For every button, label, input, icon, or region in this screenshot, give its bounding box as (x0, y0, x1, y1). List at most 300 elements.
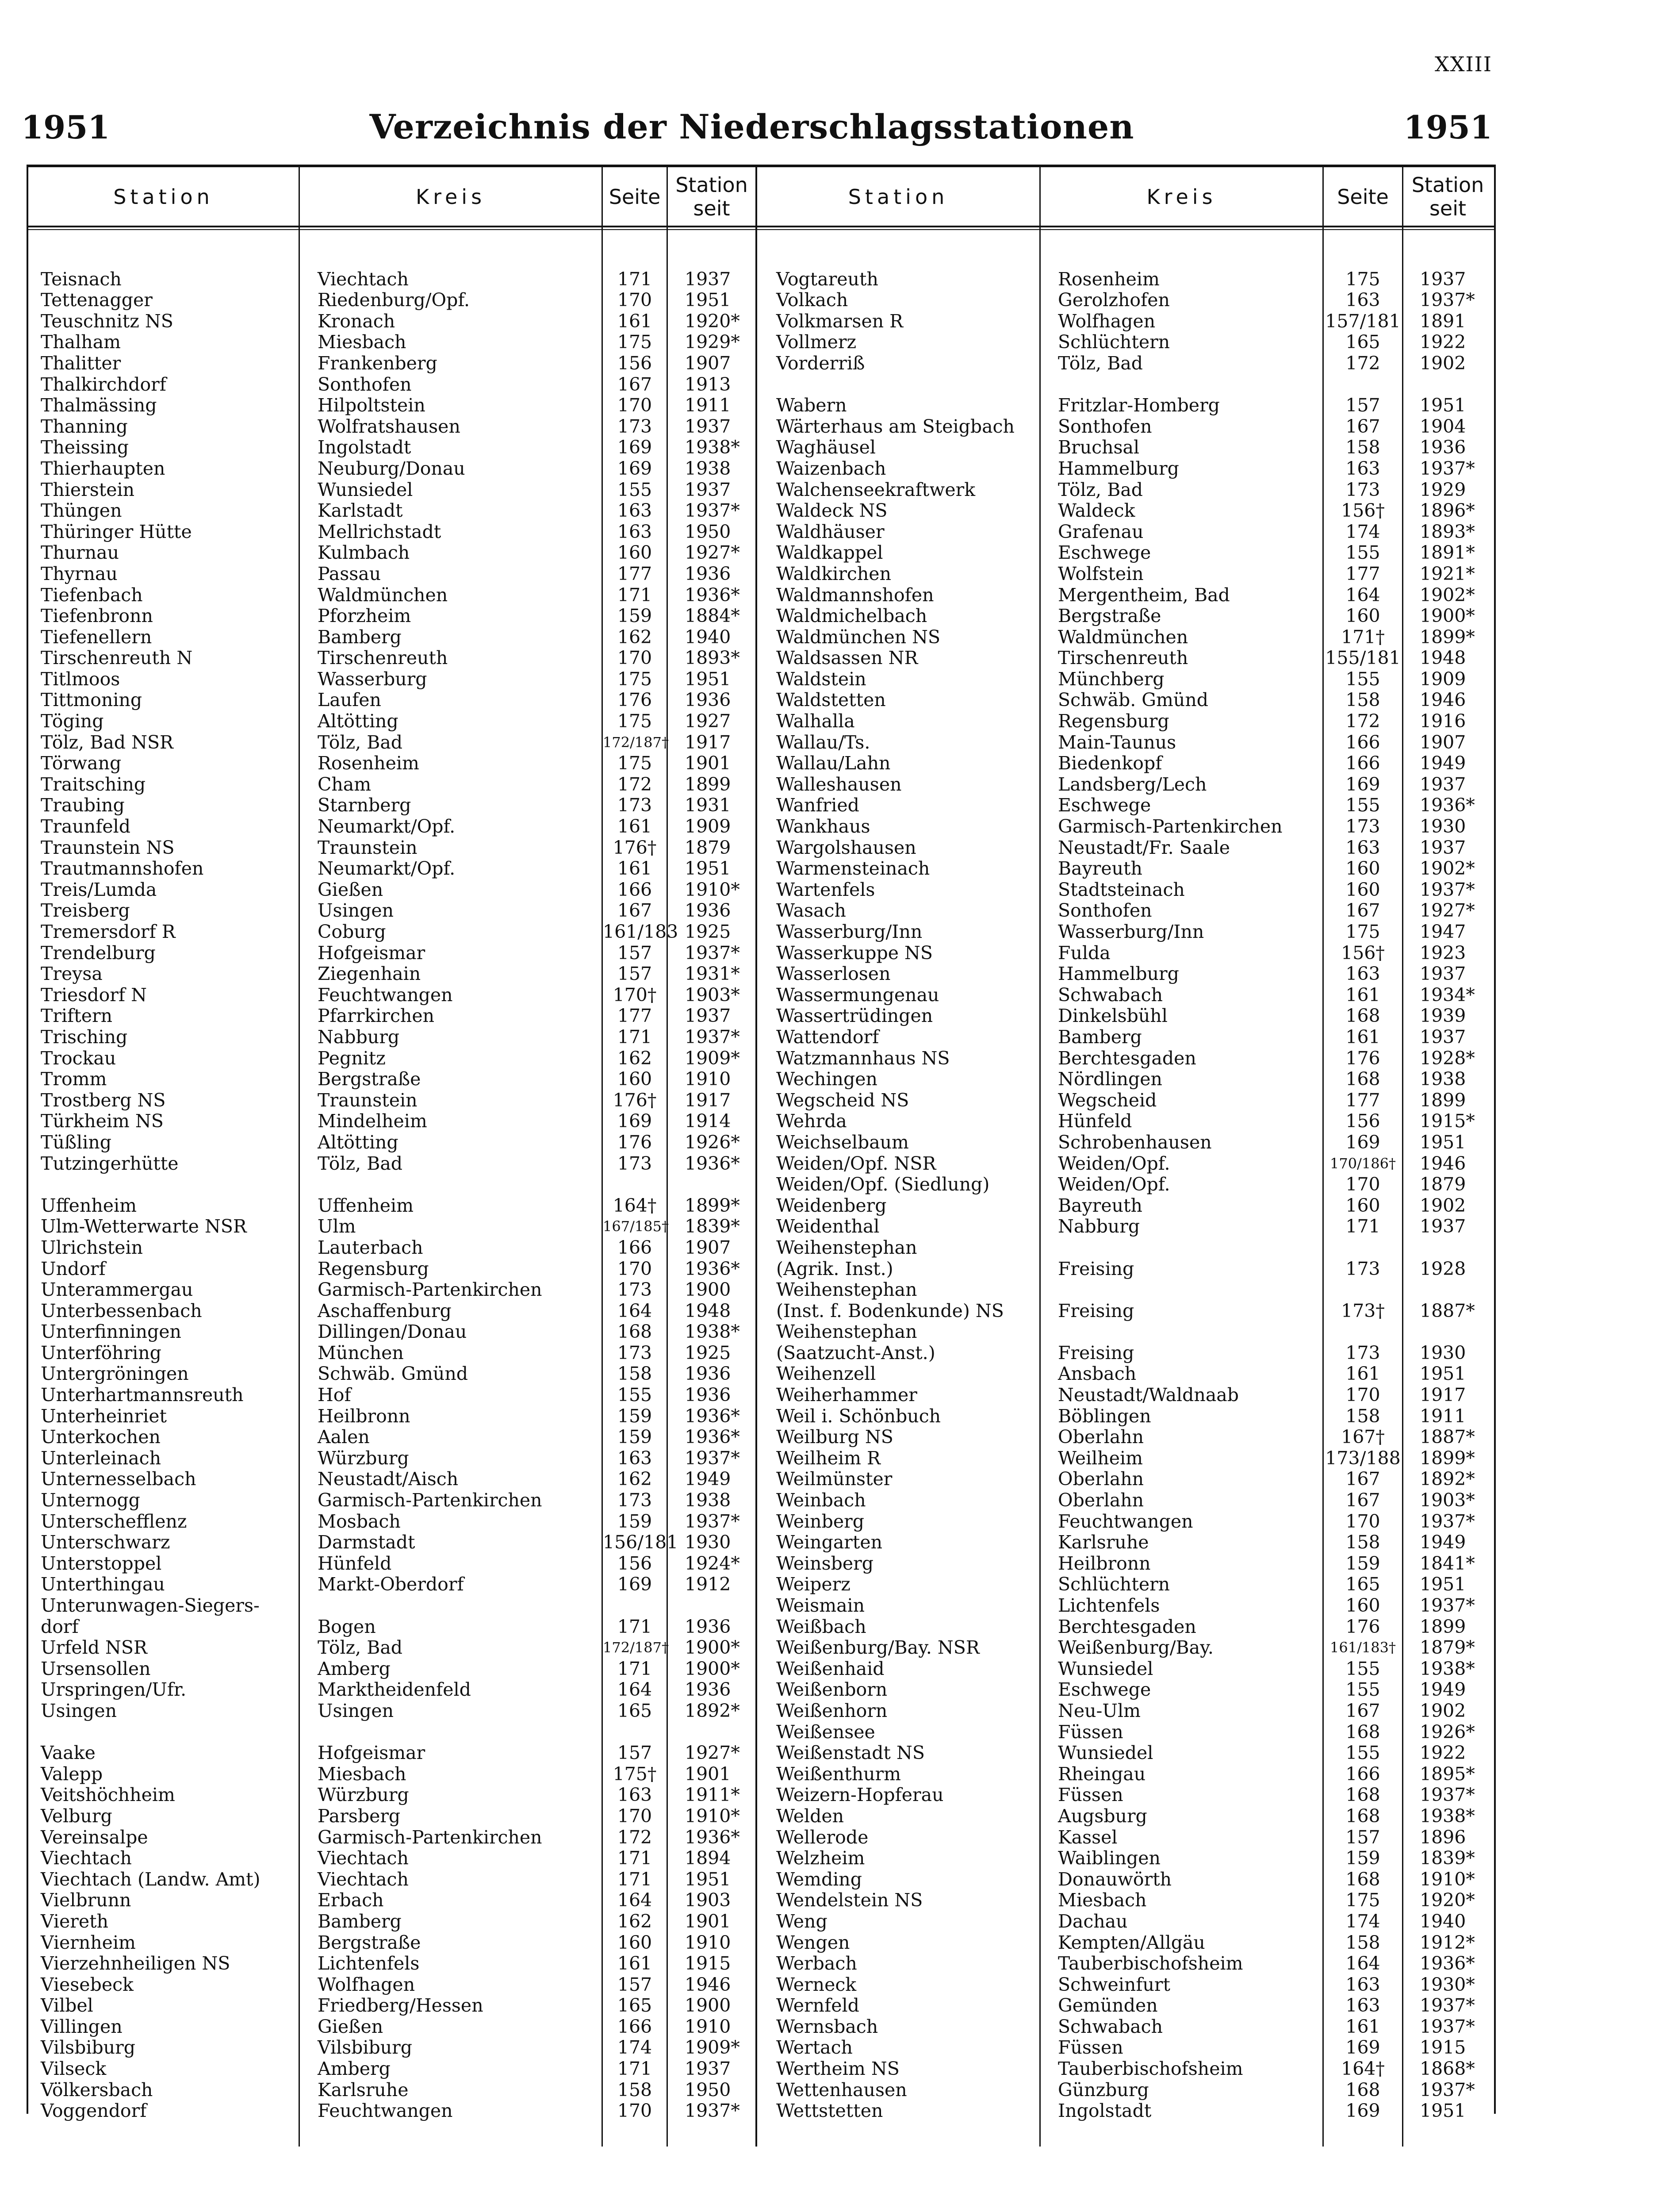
station-seit-year: 1936* (1420, 1953, 1475, 1974)
station-seit-year: 1893* (685, 647, 740, 669)
station-seit-year: 1907 (685, 1237, 731, 1258)
station-name: Werbach (776, 1953, 857, 1974)
kreis-name: Waldeck (1058, 500, 1135, 522)
station-seit-year: 1899 (685, 773, 731, 795)
page-title: Verzeichnis der Niederschlagsstationen (369, 107, 1134, 146)
station-seit-year: 1936* (685, 1405, 740, 1427)
station-seit-year: 1937 (1420, 963, 1466, 985)
seite-value: 170† (613, 984, 657, 1006)
station-name: Unterkochen (41, 1426, 161, 1448)
kreis-name: Tölz, Bad (318, 1637, 403, 1659)
station-name: Traunstein NS (41, 837, 175, 858)
station-name: Traunfeld (41, 816, 130, 837)
station-seit-year: 1904 (1420, 415, 1466, 437)
kreis-name: Heilbronn (318, 1405, 410, 1427)
seite-value: 170 (617, 289, 652, 311)
seite-value: 163 (617, 1784, 652, 1806)
kreis-name: Lichtenfels (1058, 1595, 1160, 1616)
seite-value: 160 (1345, 1194, 1380, 1216)
seite-value: 168 (1345, 1721, 1380, 1743)
station-seit-year: 1910* (685, 1805, 740, 1827)
kreis-name: Schwäb. Gmünd (1058, 689, 1208, 711)
station-seit-year: 1951 (1420, 1574, 1466, 1595)
seite-value: 172/187† (603, 1639, 669, 1656)
seite-value: 167 (617, 373, 652, 395)
seite-value: 161 (617, 858, 652, 879)
station-seit-year: 1923 (1420, 942, 1466, 964)
station-seit-year: 1899 (1420, 1616, 1466, 1637)
table-frame (27, 165, 1496, 2114)
station-seit-year: 1901 (685, 1910, 731, 1932)
kreis-name: Traunstein (318, 837, 418, 858)
station-seit-year: 1921* (1420, 563, 1475, 584)
kreis-name: Dinkelsbühl (1058, 1005, 1168, 1027)
kreis-name: Neu-Ulm (1058, 1700, 1141, 1721)
station-name: Wehrda (776, 1110, 847, 1132)
seite-value: 164† (1341, 2058, 1385, 2080)
seite-value: 161 (617, 310, 652, 332)
kreis-name: Feuchtwangen (1058, 1510, 1193, 1532)
kreis-name: Coburg (318, 921, 386, 942)
kreis-name: Schwabach (1058, 984, 1163, 1006)
station-name: Waldmannshofen (776, 584, 934, 606)
station-name: Veitshöchheim (41, 1784, 175, 1806)
station-seit-year: 1913 (685, 373, 731, 395)
station-name: Thalmässing (41, 395, 157, 416)
station-seit-year: 1903 (685, 1889, 731, 1911)
kreis-name: Neuburg/Donau (318, 457, 465, 479)
station-seit-year: 1879 (1420, 1174, 1466, 1195)
seite-value: 165 (1345, 331, 1380, 353)
station-name: Törwang (41, 753, 122, 774)
seite-value: 174 (1345, 1910, 1380, 1932)
kreis-name: Altötting (318, 1131, 398, 1153)
seite-value: 167/185† (603, 1218, 669, 1235)
station-seit-year: 1909 (1420, 668, 1466, 690)
station-seit-year: 1900* (685, 1637, 740, 1659)
seite-value: 173 (1345, 479, 1380, 500)
kreis-name: Füssen (1058, 1784, 1123, 1806)
seite-value: 175 (1345, 268, 1380, 290)
kreis-name: Eschwege (1058, 542, 1151, 564)
seite-value: 167 (1345, 900, 1380, 922)
kreis-name: Schwäb. Gmünd (318, 1363, 468, 1385)
station-name: Villingen (41, 2016, 123, 2037)
station-name: Tiefenbronn (41, 605, 153, 627)
kreis-name: Main-Taunus (1058, 731, 1176, 753)
kreis-name: Pforzheim (318, 605, 411, 627)
seite-value: 164† (613, 1194, 657, 1216)
kreis-name: Nördlingen (1058, 1068, 1162, 1090)
kreis-name: Frankenberg (318, 352, 437, 374)
seite-value: 157 (617, 1742, 652, 1764)
seite-value: 164 (617, 1300, 652, 1321)
station-seit-year: 1912 (685, 1574, 731, 1595)
seite-value: 160 (617, 1932, 652, 1953)
seite-value: 170 (1345, 1510, 1380, 1532)
seite-value: 156/181 (603, 1532, 678, 1553)
station-name: Waizenbach (776, 457, 886, 479)
station-name: Weißensee (776, 1721, 875, 1743)
station-name: Weizern-Hopferau (776, 1784, 944, 1806)
station-name: Tittmoning (41, 689, 142, 711)
kreis-name: Amberg (318, 1658, 391, 1679)
station-seit-year: 1937 (1420, 268, 1466, 290)
seite-value: 174 (1345, 521, 1380, 542)
station-name: (Saatzucht-Anst.) (776, 1342, 935, 1363)
seite-value: 159 (617, 1510, 652, 1532)
station-seit-year: 1951 (685, 289, 731, 311)
kreis-name: Waiblingen (1058, 1847, 1161, 1869)
kreis-name: Kulmbach (318, 542, 410, 564)
seite-value: 168 (1345, 1068, 1380, 1090)
station-name: Wargolshausen (776, 837, 916, 858)
seite-value: 175 (1345, 921, 1380, 942)
kreis-name: Wolfhagen (318, 1974, 415, 1995)
station-seit-year: 1928* (1420, 1047, 1475, 1069)
seite-value: 170 (617, 1805, 652, 1827)
seite-value: 168 (1345, 1005, 1380, 1027)
seite-value: 169 (617, 1574, 652, 1595)
kreis-name: Tölz, Bad (1058, 479, 1143, 500)
station-name: Unterschefflenz (41, 1510, 187, 1532)
kreis-name: Gießen (318, 879, 383, 900)
station-name: Unterheinriet (41, 1405, 167, 1427)
seite-value: 163 (1345, 289, 1380, 311)
header-station-seit-line1: Station (1411, 173, 1484, 197)
station-name: Viechtach (41, 1847, 132, 1869)
seite-value: 155/181 (1325, 647, 1401, 669)
kreis-name: Gerolzhofen (1058, 289, 1170, 311)
station-seit-year: 1938* (685, 1321, 740, 1343)
kreis-name: Hammelburg (1058, 963, 1179, 985)
station-name: Usingen (41, 1700, 117, 1721)
station-name: Waldkirchen (776, 563, 891, 584)
kreis-name: Hünfeld (318, 1552, 392, 1574)
kreis-name: Tölz, Bad (318, 1152, 403, 1174)
seite-value: 163 (1345, 1995, 1380, 2016)
kreis-name: Starnberg (318, 795, 411, 816)
station-name: (Inst. f. Bodenkunde) NS (776, 1300, 1004, 1321)
seite-value: 155 (1345, 1679, 1380, 1701)
station-name: Wartenfels (776, 879, 875, 900)
kreis-name: Füssen (1058, 1721, 1123, 1743)
station-name: Weißenstadt NS (776, 1742, 925, 1764)
seite-value: 158 (1345, 1532, 1380, 1553)
station-name: Traitsching (41, 773, 146, 795)
kreis-name: Tauberbischofsheim (1058, 1953, 1243, 1974)
seite-value: 175 (1345, 1889, 1380, 1911)
station-name: Trostberg NS (41, 1089, 166, 1111)
station-seit-year: 1946 (685, 1974, 731, 1995)
seite-value: 162 (617, 1047, 652, 1069)
seite-value: 172 (1345, 352, 1380, 374)
station-seit-year: 1901 (685, 753, 731, 774)
station-seit-year: 1938 (1420, 1068, 1466, 1090)
kreis-name: Bruchsal (1058, 437, 1140, 458)
kreis-name: Neustadt/Aisch (318, 1468, 459, 1490)
kreis-name: Garmisch-Partenkirchen (318, 1490, 542, 1511)
station-name: Treis/Lumda (41, 879, 157, 900)
seite-value: 156 (1345, 1110, 1380, 1132)
seite-value: 171 (617, 268, 652, 290)
station-name: Thalham (41, 331, 121, 353)
station-name: Weißbach (776, 1616, 866, 1637)
seite-value: 168 (617, 1321, 652, 1343)
kreis-name: Würzburg (318, 1784, 409, 1806)
station-seit-year: 1951 (685, 858, 731, 879)
header-station-seit (1403, 168, 1492, 226)
station-name: Weil i. Schönbuch (776, 1405, 941, 1427)
kreis-name: Eschwege (1058, 795, 1151, 816)
kreis-name: Ingolstadt (1058, 2100, 1152, 2122)
kreis-name: Mergentheim, Bad (1058, 584, 1230, 606)
station-seit-year: 1909 (685, 816, 731, 837)
kreis-name: Sonthofen (318, 373, 412, 395)
seite-value: 173† (1341, 1300, 1385, 1321)
station-name: Wernsbach (776, 2016, 878, 2037)
station-seit-year: 1937* (685, 500, 740, 522)
kreis-name: Lauterbach (318, 1237, 423, 1258)
kreis-name: Weiden/Opf. (1058, 1152, 1170, 1174)
station-seit-year: 1899* (685, 1194, 740, 1216)
seite-value: 173/188 (1325, 1447, 1401, 1469)
kreis-name: Hofgeismar (318, 942, 425, 964)
seite-value: 175† (613, 1763, 657, 1785)
station-seit-year: 1936 (685, 1679, 731, 1701)
station-seit-year: 1937 (685, 268, 731, 290)
station-name: Wemding (776, 1868, 862, 1890)
kreis-name: Regensburg (318, 1258, 429, 1279)
station-name: Werneck (776, 1974, 857, 1995)
station-seit-year: 1937* (685, 1447, 740, 1469)
station-name: Weiperz (776, 1574, 850, 1595)
station-seit-year: 1892* (1420, 1468, 1475, 1490)
station-seit-year: 1930* (1420, 1974, 1475, 1995)
station-name: Wegscheid NS (776, 1089, 909, 1111)
seite-value: 164 (1345, 1953, 1380, 1974)
seite-value: 159 (1345, 1552, 1380, 1574)
station-name: Unterföhring (41, 1342, 161, 1363)
station-name: Waldstetten (776, 689, 886, 711)
seite-value: 177 (1345, 563, 1380, 584)
station-seit-year: 1948 (1420, 647, 1466, 669)
station-seit-year: 1936 (1420, 437, 1466, 458)
seite-value: 173 (1345, 816, 1380, 837)
kreis-name: Günzburg (1058, 2079, 1149, 2101)
station-name: Vilseck (41, 2058, 107, 2080)
seite-value: 169 (617, 1110, 652, 1132)
kreis-name: Berchtesgaden (1058, 1616, 1196, 1637)
station-name: Weichselbaum (776, 1131, 909, 1153)
header-station: Station (848, 184, 949, 209)
kreis-name: Landsberg/Lech (1058, 773, 1207, 795)
kreis-name: Füssen (1058, 2037, 1123, 2058)
station-seit-year: 1910 (685, 1068, 731, 1090)
kreis-name: Usingen (318, 1700, 394, 1721)
station-seit-year: 1936* (685, 584, 740, 606)
station-seit-year: 1901 (685, 1763, 731, 1785)
station-name: Weingarten (776, 1532, 883, 1553)
station-name: Weidenberg (776, 1194, 887, 1216)
kreis-name: Marktheidenfeld (318, 1679, 471, 1701)
station-seit-year: 1931 (685, 795, 731, 816)
kreis-name: Bamberg (318, 626, 402, 648)
seite-value: 176 (617, 689, 652, 711)
station-seit-year: 1949 (1420, 1532, 1466, 1553)
kreis-name: Ansbach (1058, 1363, 1137, 1385)
station-name: Wettstetten (776, 2100, 883, 2122)
station-name: Thanning (41, 415, 128, 437)
kreis-name: Biedenkopf (1058, 753, 1162, 774)
station-seit-year: 1946 (1420, 1152, 1466, 1174)
station-name: Unterbessenbach (41, 1300, 202, 1321)
station-seit-year: 1951 (1420, 395, 1466, 416)
station-name: Thüringer Hütte (41, 521, 192, 542)
station-seit-year: 1949 (1420, 1679, 1466, 1701)
kreis-name: Usingen (318, 900, 394, 922)
station-seit-year: 1894 (685, 1847, 731, 1869)
seite-value: 169 (1345, 2100, 1380, 2122)
kreis-name: Augsburg (1058, 1805, 1147, 1827)
station-name: Thierstein (41, 479, 135, 500)
station-seit-year: 1947 (1420, 921, 1466, 942)
station-seit-year: 1940 (1420, 1910, 1466, 1932)
station-name: Unterunwagen-Siegers- (41, 1595, 260, 1616)
seite-value: 173 (1345, 1342, 1380, 1363)
seite-value: 176 (1345, 1047, 1380, 1069)
seite-value: 163 (617, 1447, 652, 1469)
seite-value: 172/187† (603, 733, 669, 751)
kreis-name: Oberlahn (1058, 1490, 1144, 1511)
kreis-name: Parsberg (318, 1805, 401, 1827)
station-seit-year: 1936 (685, 900, 731, 922)
kreis-name: Miesbach (1058, 1889, 1147, 1911)
station-name: Teisnach (41, 268, 122, 290)
kreis-name: Pegnitz (318, 1047, 386, 1069)
station-name: Triftern (41, 1005, 112, 1027)
seite-value: 163 (1345, 1974, 1380, 1995)
seite-value: 160 (1345, 605, 1380, 627)
seite-value: 170/186† (1330, 1155, 1396, 1172)
station-seit-year: 1936* (685, 1826, 740, 1848)
station-name: Vielbrunn (41, 1889, 131, 1911)
seite-value: 159 (617, 1426, 652, 1448)
column-divider (1402, 165, 1403, 2147)
seite-value: 174 (617, 2037, 652, 2058)
station-seit-year: 1946 (1420, 689, 1466, 711)
kreis-name: Münchberg (1058, 668, 1165, 690)
kreis-name: Nabburg (318, 1026, 400, 1048)
station-name: Waldmünchen NS (776, 626, 941, 648)
seite-value: 157 (1345, 395, 1380, 416)
station-name: Wechingen (776, 1068, 877, 1090)
station-name: Thalitter (41, 352, 121, 374)
seite-value: 170 (1345, 1174, 1380, 1195)
header-seite: Seite (1337, 184, 1389, 209)
seite-value: 155 (1345, 1742, 1380, 1764)
station-seit-year: 1936 (685, 563, 731, 584)
kreis-name: Würzburg (318, 1447, 409, 1469)
seite-value: 160 (1345, 858, 1380, 879)
seite-value: 171 (617, 2058, 652, 2080)
station-seit-year: 1893* (1420, 521, 1475, 542)
seite-value: 160 (1345, 1595, 1380, 1616)
station-name: Viernheim (41, 1932, 136, 1953)
seite-value: 176 (1345, 1616, 1380, 1637)
station-name: Waldsassen NR (776, 647, 918, 669)
station-name: Viechtach (Landw. Amt) (41, 1868, 261, 1890)
kreis-name: Freising (1058, 1258, 1134, 1279)
station-seit-year: 1914 (685, 1110, 731, 1132)
station-name: Unterstoppel (41, 1552, 162, 1574)
station-name: Wettenhausen (776, 2079, 907, 2101)
kreis-name: Fritzlar-Homberg (1058, 395, 1220, 416)
station-name: Weilmünster (776, 1468, 893, 1490)
seite-value: 171 (1345, 1216, 1380, 1237)
kreis-name: Donauwörth (1058, 1868, 1172, 1890)
seite-value: 155 (617, 1384, 652, 1406)
seite-value: 169 (1345, 2037, 1380, 2058)
kreis-name: Wunsiedel (318, 479, 413, 500)
station-name: Titlmoos (41, 668, 120, 690)
seite-value: 170 (617, 1258, 652, 1279)
station-seit-year: 1938 (685, 457, 731, 479)
kreis-name: Regensburg (1058, 710, 1169, 732)
kreis-name: Aalen (318, 1426, 370, 1448)
station-name: Unterfinningen (41, 1321, 181, 1343)
station-name: Tromm (41, 1068, 107, 1090)
station-name: Wattendorf (776, 1026, 879, 1048)
kreis-name: Mindelheim (318, 1110, 427, 1132)
kreis-name: Ingolstadt (318, 437, 411, 458)
kreis-name: Mellrichstadt (318, 521, 441, 542)
seite-value: 166 (1345, 753, 1380, 774)
kreis-name: Viechtach (318, 268, 409, 290)
station-name: Triesdorf N (41, 984, 147, 1006)
station-name: Weilheim R (776, 1447, 881, 1469)
station-name: Wasserburg/Inn (776, 921, 923, 942)
seite-value: 155 (1345, 542, 1380, 564)
kreis-name: Neumarkt/Opf. (318, 858, 456, 879)
station-name: Theissing (41, 437, 129, 458)
station-seit-year: 1911* (685, 1784, 740, 1806)
kreis-name: Bergstraße (1058, 605, 1161, 627)
station-name: Vilbel (41, 1995, 93, 2016)
station-seit-year: 1917 (685, 731, 731, 753)
seite-value: 171 (617, 1868, 652, 1890)
seite-value: 161 (1345, 984, 1380, 1006)
station-seit-year: 1910 (685, 2016, 731, 2037)
kreis-name: Garmisch-Partenkirchen (318, 1826, 542, 1848)
station-name: Wellerode (776, 1826, 869, 1848)
kreis-name: Tölz, Bad (1058, 352, 1143, 374)
station-name: Wasach (776, 900, 846, 922)
station-name: Weißenthurm (776, 1763, 901, 1785)
kreis-name: Laufen (318, 689, 381, 711)
kreis-name: Aschaffenburg (318, 1300, 452, 1321)
column-divider (299, 165, 300, 2147)
header-seite: Seite (609, 184, 661, 209)
kreis-name: Darmstadt (318, 1532, 415, 1553)
kreis-name: Ziegenhain (318, 963, 421, 985)
station-seit-year: 1896* (1420, 500, 1475, 522)
seite-value: 161 (617, 1953, 652, 1974)
station-seit-year: 1899* (1420, 1447, 1475, 1469)
kreis-name: Eschwege (1058, 1679, 1151, 1701)
station-seit-year: 1927* (685, 542, 740, 564)
kreis-name: Freising (1058, 1342, 1134, 1363)
